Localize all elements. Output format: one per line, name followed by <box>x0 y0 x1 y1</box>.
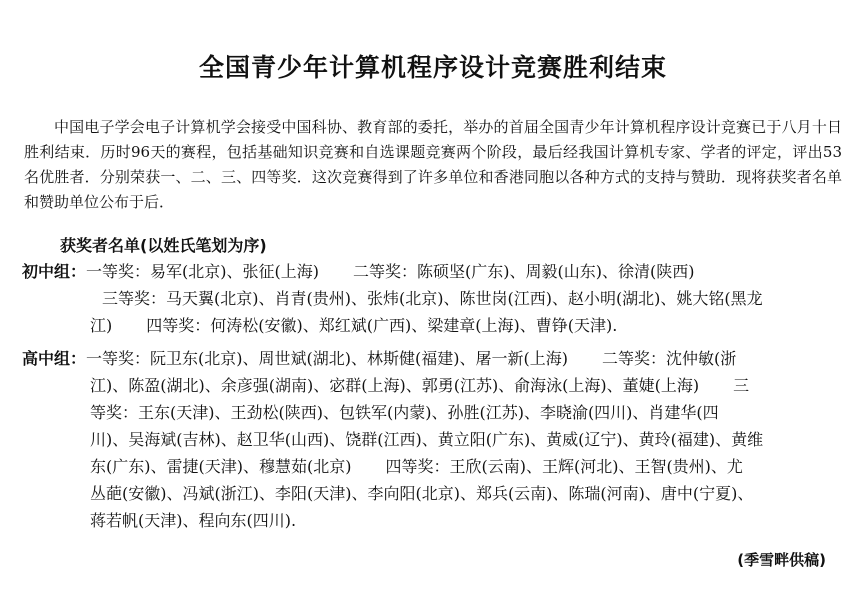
senior-third-prize-cont-2: 东(广东)、雷捷(天津)、穆慧茹(北京) <box>90 457 352 476</box>
senior-line-5 <box>22 453 844 480</box>
intro-paragraph <box>24 115 842 215</box>
senior-group <box>22 345 844 534</box>
junior-third-prize: 三等奖：马天翼(北京)、肖青(贵州)、张炜(北京)、陈世岗(江西)、赵小明(湖北)、姚大铭(黑龙 <box>102 289 763 308</box>
senior-fourth-prize-cont-2: 蒋若帆(天津)、程向东(四川). <box>90 511 297 530</box>
senior-first-prize: 一等奖：阮卫东(北京)、周世斌(湖北)、林斯健(福建)、屠一新(上海) <box>86 349 568 368</box>
senior-third-prize: 等奖：王东(天津)、王劲松(陕西)、包铁军(内蒙)、孙胜(江苏)、李晓渝(四川)、肖建华(四 <box>90 403 719 422</box>
senior-line-3 <box>22 399 844 426</box>
senior-fourth-prize-cont-1: 丛葩(安徽)、冯斌(浙江)、李阳(天津)、李向阳(北京)、郑兵(云南)、陈瑞(河南)、唐中(宁夏)、 <box>90 484 754 503</box>
intro-text: 中国电子学会电子计算机学会接受中国科协、教育部的委托，举办的首届全国青少年计算机程序设计竞赛已于八月十日胜利结束．历时96天的赛程，包括基础知识竞赛和自选课题竞赛两个阶段，最后经我国计算机专家、学者的评定，评出53名优胜者．分别荣获一、二、三、四等奖．这次竞赛得到了许多单位和香港同胞以各种方式的支持与赞助．现将获奖者名单和赞助单位公布于后． <box>24 118 842 211</box>
junior-second-prize: 二等奖：陈硕坚(广东)、周毅(山东)、徐清(陕西) <box>353 262 695 281</box>
senior-line-2 <box>22 372 844 399</box>
junior-label: 初中组： <box>22 262 87 281</box>
senior-second-prize-cont: 江)、陈盈(湖北)、余彦强(湖南)、宓群(上海)、郭勇(江苏)、俞海泳(上海)、董婕(上海) <box>90 376 700 395</box>
senior-third-prize-cont-1: 川)、吴海斌(吉林)、赵卫华(山西)、饶群(江西)、黄立阳(广东)、黄威(辽宁)、黄玲(福建)、黄维 <box>90 430 764 449</box>
senior-line-6 <box>22 480 844 507</box>
junior-fourth-prize: 四等奖：何涛松(安徽)、郑红斌(广西)、梁建章(上海)、曹铮(天津). <box>146 316 618 335</box>
junior-group <box>22 258 844 339</box>
junior-first-prize: 一等奖：易军(北京)、张征(上海) <box>86 262 319 281</box>
senior-label: 高中组： <box>22 349 87 368</box>
junior-line-1 <box>22 258 844 285</box>
winners-heading: 获奖者名单(以姓氏笔划为序) <box>60 236 267 255</box>
senior-fourth-prize: 四等奖：王欣(云南)、王辉(河北)、王智(贵州)、尤 <box>385 457 743 476</box>
junior-third-prize-cont: 江) <box>90 316 113 335</box>
junior-line-2 <box>22 285 844 312</box>
senior-line-7 <box>22 507 844 534</box>
article-title: 全国青少年计算机程序设计竞赛胜利结束 <box>198 53 667 82</box>
junior-line-3 <box>22 312 844 339</box>
senior-line-1 <box>22 345 844 372</box>
senior-line-4 <box>22 426 844 453</box>
author-credit: (季雪畔供稿) <box>737 551 826 569</box>
senior-second-prize: 二等奖：沈仲敏(浙 <box>601 349 737 368</box>
senior-third-prize-start: 三 <box>733 376 750 395</box>
